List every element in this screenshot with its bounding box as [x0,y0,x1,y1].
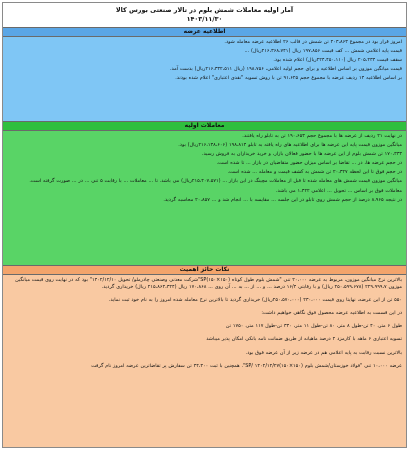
trade-paragraph: ۱۷۰،۳۳۳ تن شمش بلوم از این عرضه ها با حضور فعالان بازار، و خرید خریداران به فروش رسید. [201,151,402,158]
note-paragraph: در این قسمت به اطلاعیه عرضه محصول فوق نگاهی خواهیم داشت: [261,310,402,317]
trade-paragraph: در نتیجه ۸،۹۶۵ درصد از حجم شمش روی تابلو در این جلسه ... مقایسه با ... انجام شد و ... ۲۰،۸۵۷ محاسبه گردید. [163,196,402,203]
offer-announcement-heading: اطلاعیه عرضه [3,27,406,37]
trade-paragraph: در حجم فوق تا این لحظه ۲۰،۳۲۷ تن شمش به کشف قیمت و معامله ... شده است. [227,169,402,176]
trade-paragraph: میانگین موزون قیمت پایه این عرضه ها برای اطلاعیه های راه یافته به تابلو ۱۹۸،۸۱۴ (۲۱۶،۱۳۸،۶۰۶ریال) بود. [178,142,402,149]
report-date: ۱۴۰۳/۱۱/۳۰ [186,14,223,23]
offer-announcement-body [3,37,406,121]
report-page [2,2,407,448]
offer-paragraph: بر اساس اطلاعیه ۱۴ ردیف عرضه با مجموع حجم ۹۱،۶۲۵ تن با روش تسویه "نقدی اعتباری" اعلام شده بودند. [175,75,402,82]
note-paragraph: عرضه ۱۰،۰۰۰ تنی "فولاد خوزستان/شمش بلوم (۱۵۰×۱۵۰)SP/ ۱۴۰۲/۱۲/۲۷". همچنین با ثبت ۴۴،۳۰۰ تن سفارش پر تقاضاترین عرضه امروز نام گرفت [91,362,402,369]
report-title: آمار اولیه معاملات شمش بلوم در تالار صنعتی بورس کالا [115,6,294,14]
offer-paragraph: قیمت میانگین موزون بر اساس اطلاعیه و برای حجم اولیه اعلامی، ۱۹۸،۷۵۶ (ریال ۲۱۶،۳۳۲،۵۱۱ریال) بدست آمد. [170,66,402,73]
key-notes-heading: نکات حائز اهمیت [3,265,406,275]
trade-paragraph: معاملات فوق بر اساس ... تحویل ... اعلامی ۱،۴۲۲ می باشد. [276,187,402,194]
key-notes-body [3,275,406,448]
note-paragraph: بالاترین نسبت رقابت به پایه اعلامی هم در عرضه زیر از آن عرضه فوق بود. [245,349,402,356]
note-paragraph: تسویه اعتباری ۶ ماهه با کارمزد ۲ درصد ماهیانه از طریق ضمانت نامه بانکی امکان پذیر میباشد [206,336,402,343]
report-header [3,3,406,27]
trade-paragraph: در نهایت ۲۱ ردیف از عرضه ها با مجموع حجم ۱۹۰،۶۵۳ تن به تابلو راه یافتند. [242,133,402,139]
key-notes-section [3,265,406,448]
initial-trades-heading: معاملات اولیه [3,121,406,131]
initial-trades-section [3,121,406,265]
note-paragraph: بالاترین نرخ میانگین موزون، مربوط به عرضه ۲۰،۰۰۰ تنی "شمش بلوم طول کوتاه (۱۵۰×۱۵۰)SP"شرکت معدنی وصنعتی چادرملو/ تحویل ۱۴۰۲/۱۲/۱۰" بود که در نهایت روی قیمت میانگین موزون ۲۲۹،۹۹۹،۷ (۲۵۰،۵۹۹،۶۷۸ ریال) و با رقابتی ۱۶/۴ درصد ... و ... از ... به ... آن روی ... ۱۷۰،۸۶۸ ریال (۲۱۵،۸۶۴،۳۲۴ ریال) خریداری گردید. [15,277,402,291]
offer-paragraph: سقف قیمت ۲۰۵،۲۳۴ ریال (۲۲۴،۴۵۰،۱۱۰ریال) اعلام شده بود. [273,57,402,64]
trade-paragraph: میانگین موزون قیمت شمش های معامله شده تا قبل از معاملات مچینگ در این بازار ... (۲۱۵،۴۰۷،۵۷۱ریال) می باشد. تا ... معاملات ... با رقابت ۵ تنی ... در ... صورت گرفته است. [29,178,402,185]
offer-announcement-section [3,27,406,121]
note-paragraph: ۵۵۰ تن از این عرضه، نهایتا روی قیمت ۲۳۰،۰۰۰ (۲۵۰،۵۷۰،۰۰۰ریال) خریداری گردید تا بالاترین نرخ معامله شده امروز را به نام خود ثبت نماید. [108,297,402,304]
offer-paragraph: قیمت پایه اعلامی شمش ... کف قیمت ۱۹۷،۸۵۶ ریال (۲۱۶،۳۶۸،۷۴۱ریال) ... [244,48,402,55]
offer-paragraph: امروز قرار بود در مجموع ۲۰۳،۸۶۳ تن شمش در قالب ۲۶ اطلاعیه عرضه معامله شود. [224,39,402,45]
initial-trades-body [3,131,406,265]
trade-paragraph: در حجم عرضه ها، در ... تقاضا بر اساس میزان حضور متقاضیان در بازار ... تا شده است. [216,160,402,167]
note-paragraph: طول ۶ متر، ۴۰ تن-طول ۸ متر، ۸۰ تن-طول ۱۱ متر، ۳۳۰ تن-طول ۱۱۷ متر، ۱۷۵۰ تن [225,323,402,330]
